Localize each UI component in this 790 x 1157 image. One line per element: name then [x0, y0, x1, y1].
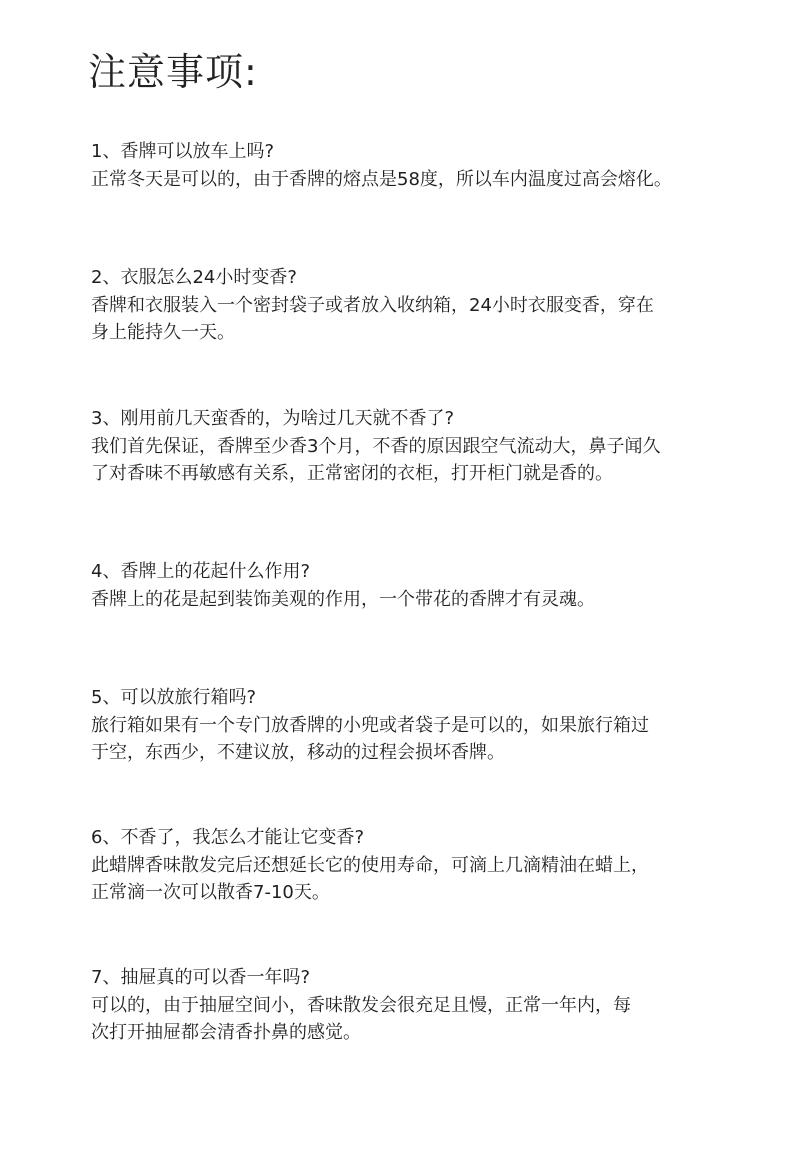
faq-answer: 香牌上的花是起到装饰美观的作用，一个带花的香牌才有灵魂。 — [91, 588, 595, 610]
faq-item-5 — [91, 684, 771, 767]
faq-answer: 旅行箱如果有一个专门放香牌的小兜或者袋子是可以的，如果旅行箱过 于空，东西少，不建议放，移动的过程会损坏香牌。 — [91, 714, 649, 763]
faq-question: 3、刚用前几天蛮香的，为啥过几天就不香了? — [91, 408, 455, 429]
faq-question: 7、抽屉真的可以香一年吗? — [91, 967, 311, 988]
faq-question: 5、可以放旅行箱吗? — [91, 687, 257, 708]
faq-answer: 我们首先保证，香牌至少香3个月，不香的原因跟空气流动大，鼻子闻久 了对香味不再敏感有关系，正常密闭的衣柜，打开柜门就是香的。 — [91, 435, 661, 484]
faq-question: 6、不香了，我怎么才能让它变香? — [91, 827, 365, 848]
faq-item-6 — [91, 824, 771, 907]
page-title: 注意事项: — [88, 50, 258, 94]
faq-question: 1、香牌可以放车上吗? — [91, 141, 275, 162]
faq-answer: 可以的，由于抽屉空间小，香味散发会很充足且慢，正常一年内，每 次打开抽屉都会清香扑鼻的感觉。 — [91, 994, 631, 1043]
faq-answer: 此蜡牌香味散发完后还想延长它的使用寿命，可滴上几滴精油在蜡上， 正常滴一次可以散香7-10天。 — [91, 854, 649, 903]
faq-item-1 — [91, 138, 771, 193]
faq-item-2 — [91, 264, 771, 347]
faq-answer: 香牌和衣服装入一个密封袋子或者放入收纳箱，24小时衣服变香，穿在 身上能持久一天。 — [91, 294, 654, 343]
faq-item-7 — [91, 964, 771, 1047]
faq-question: 4、香牌上的花起什么作用? — [91, 561, 311, 582]
faq-item-4 — [91, 558, 771, 613]
faq-answer: 正常冬天是可以的，由于香牌的熔点是58度，所以车内温度过高会熔化。 — [91, 168, 672, 190]
faq-question: 2、衣服怎么24小时变香? — [91, 267, 297, 288]
faq-item-3 — [91, 405, 771, 488]
